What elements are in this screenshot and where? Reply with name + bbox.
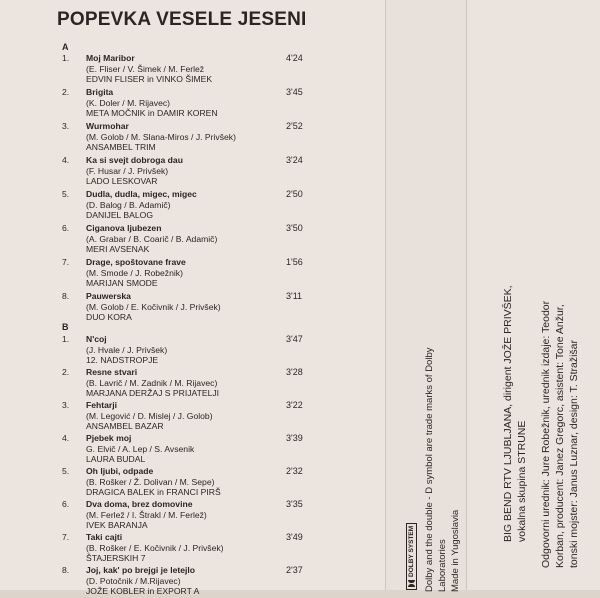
track-duration: 3'47 bbox=[286, 334, 303, 344]
side-b-label: B bbox=[62, 322, 69, 332]
track-number: 8. bbox=[62, 291, 70, 301]
track-performer: DANIJEL BALOG bbox=[86, 210, 154, 221]
track-performer: ANSAMBEL TRIM bbox=[86, 142, 156, 153]
album-title: POPEVKA VESELE JESENI bbox=[57, 9, 307, 30]
track-duration: 2'52 bbox=[286, 121, 303, 131]
track-number: 5. bbox=[62, 189, 70, 199]
vocal-group-line: vokalna skupina STRUNE bbox=[516, 420, 528, 542]
track-performer: EDVIN FLISER in VINKO ŠIMEK bbox=[86, 74, 213, 85]
track-performer: IVEK BARANJA bbox=[86, 520, 148, 531]
track-duration: 3'24 bbox=[286, 155, 303, 165]
track-performer: DRAGICA BALEK in FRANCI PIRŠ bbox=[86, 487, 221, 498]
track-number: 4. bbox=[62, 155, 70, 165]
track-performer: MARIJAN SMODE bbox=[86, 278, 158, 289]
band-line: BIG BEND RTV LJUBLJANA, dirigent JOŽE PRIVŠEK, bbox=[502, 285, 514, 542]
track-duration: 3'49 bbox=[286, 532, 303, 542]
track-performer: LAURA BUDAL bbox=[86, 454, 146, 465]
track-credits: (J. Hvale / J. Privšek) bbox=[86, 344, 168, 355]
dolby-double-d-icon bbox=[408, 579, 415, 587]
track-title: Fehtarji bbox=[86, 400, 118, 410]
track-performer: JOŽE KOBLER in EXPORT A bbox=[86, 586, 200, 597]
track-number: 7. bbox=[62, 257, 70, 267]
track-title: Joj, kak' po brejgi je letejlo bbox=[86, 565, 196, 575]
track-credits: (M. Golob / E. Kočivnik / J. Privšek) bbox=[86, 301, 221, 312]
track-title: Wurmohar bbox=[86, 121, 129, 131]
track-duration: 3'35 bbox=[286, 499, 303, 509]
track-number: 3. bbox=[62, 121, 70, 131]
track-credits: (D. Potočnik / M.Rijavec) bbox=[86, 575, 181, 586]
track-title: Oh ljubi, odpade bbox=[86, 466, 154, 476]
track-number: 6. bbox=[62, 499, 70, 509]
track-performer: LADO LESKOVAR bbox=[86, 176, 158, 187]
track-duration: 1'56 bbox=[286, 257, 303, 267]
editor-credits-line: Odgovorni urednik: Jure Robežnik, urednik izdaje: Teodor bbox=[540, 300, 552, 568]
track-title: Ka si svejt dobroga dau bbox=[86, 155, 183, 165]
track-number: 8. bbox=[62, 565, 70, 575]
track-performer: 12. NADSTROPJE bbox=[86, 355, 159, 366]
track-performer: ŠTAJERSKIH 7 bbox=[86, 553, 146, 564]
track-credits: (E. Fliser / V. Šimek / M. Ferlež bbox=[86, 63, 205, 74]
track-title: Pauwerska bbox=[86, 291, 131, 301]
dolby-laboratories-line: Laboratories bbox=[437, 539, 448, 592]
track-title: Ciganova ljubezen bbox=[86, 223, 162, 233]
dolby-logo-block bbox=[406, 523, 419, 590]
track-number: 2. bbox=[62, 367, 70, 377]
dolby-trademark-line: Dolby and the double - D symbol are trade marks of Dolby bbox=[424, 347, 435, 592]
track-credits: (B. Rošker / Ž. Dolivan / M. Sepe) bbox=[86, 476, 215, 487]
track-title: Taki cajti bbox=[86, 532, 123, 542]
track-number: 4. bbox=[62, 433, 70, 443]
track-credits: (B. Lavrič / M. Zadnik / M. Rijavec) bbox=[86, 377, 218, 388]
track-duration: 2'50 bbox=[286, 189, 303, 199]
track-performer: DUO KORA bbox=[86, 312, 132, 323]
track-credits: (M. Smode / J. Robežnik) bbox=[86, 267, 183, 278]
track-title: Dva doma, brez domovine bbox=[86, 499, 193, 509]
track-number: 7. bbox=[62, 532, 70, 542]
track-number: 1. bbox=[62, 53, 70, 63]
track-duration: 3'28 bbox=[286, 367, 303, 377]
track-credits: (M. Golob / M. Slana-Miros / J. Privšek) bbox=[86, 131, 236, 142]
track-title: Brigita bbox=[86, 87, 114, 97]
track-duration: 3'50 bbox=[286, 223, 303, 233]
side-a-label: A bbox=[62, 42, 69, 52]
track-title: Dudla, dudla, migec, migec bbox=[86, 189, 197, 199]
track-duration: 2'32 bbox=[286, 466, 303, 476]
track-title: Drage, spoštovane frave bbox=[86, 257, 186, 267]
track-title: Resne stvari bbox=[86, 367, 138, 377]
track-title: Pjebek moj bbox=[86, 433, 132, 443]
engineer-credits-line: tonski mojster: Janus Luznar, design: T. Stražišar bbox=[568, 340, 580, 568]
track-credits: (A. Grabar / B. Coarič / B. Adamič) bbox=[86, 233, 218, 244]
back-panel bbox=[467, 0, 600, 598]
producer-credits-line: Korban, producent: Janez Gregorc, asistent: Tone Anžur, bbox=[554, 304, 566, 568]
dolby-logo: DOLBY SYSTEM bbox=[406, 523, 417, 590]
track-credits: (D. Balog / B. Adamič) bbox=[86, 199, 171, 210]
track-duration: 3'39 bbox=[286, 433, 303, 443]
made-in-line: Made in Yugoslavia bbox=[450, 509, 461, 592]
track-number: 2. bbox=[62, 87, 70, 97]
track-duration: 4'24 bbox=[286, 53, 303, 63]
track-performer: MERI AVSENAK bbox=[86, 244, 150, 255]
track-title: N'coj bbox=[86, 334, 107, 344]
track-performer: MARJANA DERŽAJ S PRIJATELJI bbox=[86, 388, 220, 399]
track-credits: (M. Legović / D. Mislej / J. Golob) bbox=[86, 410, 213, 421]
track-performer: META MOČNIK in DAMIR KOREN bbox=[86, 108, 218, 119]
track-duration: 3'11 bbox=[286, 291, 303, 301]
track-duration: 2'37 bbox=[286, 565, 303, 575]
track-duration: 3'45 bbox=[286, 87, 303, 97]
track-number: 1. bbox=[62, 334, 70, 344]
track-performer: ANSAMBEL BAZAR bbox=[86, 421, 164, 432]
track-number: 6. bbox=[62, 223, 70, 233]
track-number: 3. bbox=[62, 400, 70, 410]
track-credits: (K. Doler / M. Rijavec) bbox=[86, 97, 171, 108]
track-duration: 3'22 bbox=[286, 400, 303, 410]
track-credits: (F. Husar / J. Privšek) bbox=[86, 165, 169, 176]
track-credits: (B. Rošker / E. Kočivnik / J. Privšek) bbox=[86, 542, 224, 553]
track-credits: (M. Ferlež / I. Štrakl / M. Ferlež) bbox=[86, 509, 207, 520]
track-credits: G. Elvič / A. Lep / S. Avsenik bbox=[86, 443, 195, 454]
track-title: Moj Maribor bbox=[86, 53, 135, 63]
track-number: 5. bbox=[62, 466, 70, 476]
